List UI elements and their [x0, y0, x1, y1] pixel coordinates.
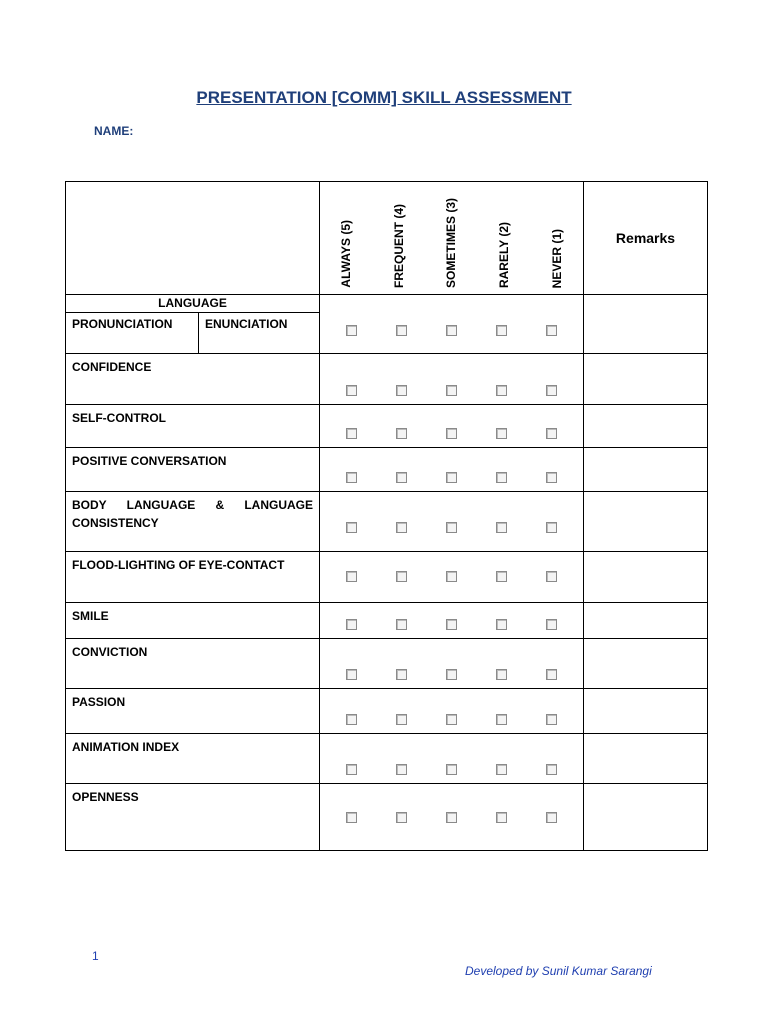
- remarks-header: Remarks: [584, 182, 708, 295]
- blank-header-cell: [66, 182, 320, 295]
- checkbox-frequent[interactable]: [396, 522, 407, 533]
- checkbox-rarely[interactable]: [496, 522, 507, 533]
- checkbox-frequent[interactable]: [396, 669, 407, 680]
- remarks-cell[interactable]: [584, 734, 708, 784]
- checkbox-always[interactable]: [346, 764, 357, 775]
- checkbox-sometimes[interactable]: [446, 472, 457, 483]
- language-cell: [66, 295, 320, 354]
- scale-header-always: ALWAYS (5): [339, 220, 354, 288]
- row-label: BODY LANGUAGE & LANGUAGE CONSISTENCY: [72, 498, 313, 530]
- checkbox-frequent[interactable]: [396, 325, 407, 336]
- checkbox-rarely[interactable]: [496, 428, 507, 439]
- checkbox-sometimes[interactable]: [446, 571, 457, 582]
- remarks-cell[interactable]: [584, 354, 708, 405]
- rating-cell: [320, 295, 584, 354]
- checkbox-frequent[interactable]: [396, 472, 407, 483]
- enunciation-label: ENUNCIATION: [205, 317, 288, 331]
- table-row: [66, 689, 708, 734]
- remarks-cell[interactable]: [584, 784, 708, 851]
- checkbox-rarely[interactable]: [496, 571, 507, 582]
- table-row: [66, 405, 708, 448]
- table-row: [66, 354, 708, 405]
- scale-header-cell: [320, 182, 584, 295]
- checkbox-always[interactable]: [346, 385, 357, 396]
- checkbox-never[interactable]: [546, 619, 557, 630]
- checkbox-never[interactable]: [546, 669, 557, 680]
- checkbox-never[interactable]: [546, 571, 557, 582]
- checkbox-rarely[interactable]: [496, 619, 507, 630]
- checkbox-always[interactable]: [346, 522, 357, 533]
- table-row: [66, 639, 708, 689]
- scale-header-never: NEVER (1): [549, 228, 564, 288]
- checkbox-never[interactable]: [546, 472, 557, 483]
- checkbox-sometimes[interactable]: [446, 428, 457, 439]
- remarks-cell[interactable]: [584, 689, 708, 734]
- scale-header-rarely: RARELY (2): [497, 221, 512, 288]
- checkbox-rarely[interactable]: [496, 472, 507, 483]
- checkbox-rarely[interactable]: [496, 714, 507, 725]
- checkbox-frequent[interactable]: [396, 714, 407, 725]
- checkbox-frequent[interactable]: [396, 764, 407, 775]
- row-label: ANIMATION INDEX: [72, 740, 180, 754]
- row-label: CONFIDENCE: [72, 360, 152, 374]
- row-label: POSITIVE CONVERSATION: [72, 454, 227, 468]
- table-header-row: [66, 182, 708, 295]
- table-row-language: [66, 295, 708, 354]
- table-row: [66, 734, 708, 784]
- name-label: NAME:: [94, 124, 134, 138]
- checkbox-never[interactable]: [546, 812, 557, 823]
- remarks-cell[interactable]: [584, 295, 708, 354]
- checkbox-never[interactable]: [546, 522, 557, 533]
- checkbox-frequent[interactable]: [396, 385, 407, 396]
- row-label: CONVICTION: [72, 645, 148, 659]
- page-number: 1: [92, 949, 99, 963]
- remarks-cell[interactable]: [584, 405, 708, 448]
- scale-header-sometimes: SOMETIMES (3): [444, 197, 459, 288]
- checkbox-sometimes[interactable]: [446, 325, 457, 336]
- checkbox-sometimes[interactable]: [446, 385, 457, 396]
- page-title: PRESENTATION [COMM] SKILL ASSESSMENT: [196, 88, 572, 107]
- remarks-cell[interactable]: [584, 639, 708, 689]
- checkbox-rarely[interactable]: [496, 325, 507, 336]
- pronunciation-label: PRONUNCIATION: [66, 313, 199, 353]
- checkbox-never[interactable]: [546, 325, 557, 336]
- checkbox-sometimes[interactable]: [446, 619, 457, 630]
- checkbox-frequent[interactable]: [396, 619, 407, 630]
- checkbox-always[interactable]: [346, 325, 357, 336]
- row-label: OPENNESS: [72, 790, 139, 804]
- checkbox-always[interactable]: [346, 571, 357, 582]
- row-label: SMILE: [72, 609, 109, 623]
- table-row: [66, 492, 708, 552]
- checkbox-always[interactable]: [346, 812, 357, 823]
- checkbox-sometimes[interactable]: [446, 669, 457, 680]
- scale-header-frequent: FREQUENT (4): [391, 204, 406, 288]
- checkbox-always[interactable]: [346, 428, 357, 439]
- table-row: [66, 552, 708, 603]
- checkbox-frequent[interactable]: [396, 571, 407, 582]
- checkbox-never[interactable]: [546, 385, 557, 396]
- checkbox-rarely[interactable]: [496, 812, 507, 823]
- remarks-cell[interactable]: [584, 492, 708, 552]
- checkbox-always[interactable]: [346, 714, 357, 725]
- checkbox-sometimes[interactable]: [446, 714, 457, 725]
- remarks-cell[interactable]: [584, 552, 708, 603]
- checkbox-rarely[interactable]: [496, 385, 507, 396]
- checkbox-always[interactable]: [346, 619, 357, 630]
- checkbox-sometimes[interactable]: [446, 522, 457, 533]
- checkbox-rarely[interactable]: [496, 669, 507, 680]
- row-label: FLOOD-LIGHTING OF EYE-CONTACT: [72, 558, 285, 572]
- table-row: [66, 784, 708, 851]
- table-row: [66, 448, 708, 492]
- row-label: PASSION: [72, 695, 126, 709]
- remarks-cell[interactable]: [584, 448, 708, 492]
- language-header: LANGUAGE: [158, 296, 227, 310]
- checkbox-rarely[interactable]: [496, 764, 507, 775]
- table-row: [66, 603, 708, 639]
- checkbox-frequent[interactable]: [396, 812, 407, 823]
- checkbox-always[interactable]: [346, 669, 357, 680]
- checkbox-always[interactable]: [346, 472, 357, 483]
- footer-credit: Developed by Sunil Kumar Sarangi: [465, 964, 652, 978]
- checkbox-frequent[interactable]: [396, 428, 407, 439]
- checkbox-sometimes[interactable]: [446, 764, 457, 775]
- assessment-table: [65, 181, 708, 851]
- row-label: SELF-CONTROL: [72, 411, 166, 425]
- checkbox-never[interactable]: [546, 714, 557, 725]
- checkbox-sometimes[interactable]: [446, 812, 457, 823]
- remarks-cell[interactable]: [584, 603, 708, 639]
- checkbox-never[interactable]: [546, 428, 557, 439]
- checkbox-never[interactable]: [546, 764, 557, 775]
